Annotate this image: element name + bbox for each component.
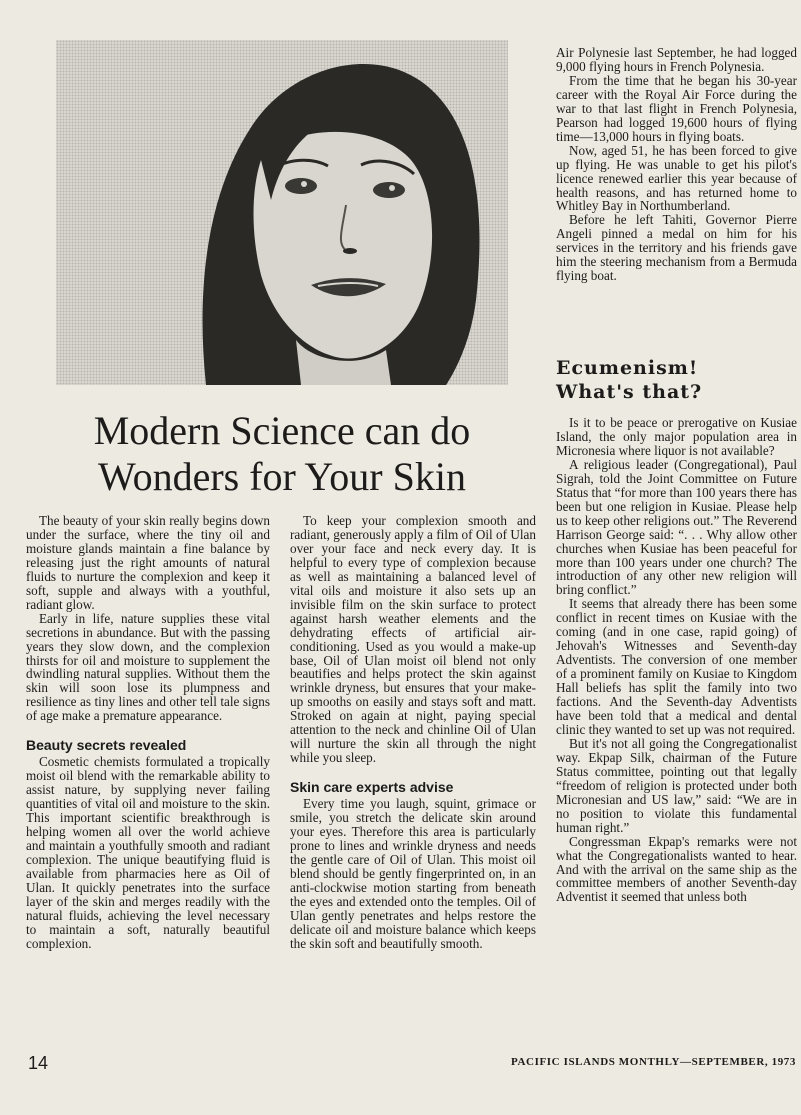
subheading-beauty-secrets: Beauty secrets revealed (26, 737, 187, 754)
paragraph: It seems that already there has been some conflict in recent times on Kusiae with the coming (and in one case, rapid going) of Jehovah's Witnesses and Seventh-day Adventists. The conversion of one member of a prominent family on Kusiae to Kingdom Hall beliefs has split the family into two factions. And the Seventh-day Adventists have been told that a medical and dental clinic they wanted to set up was not required. (556, 596, 797, 737)
paragraph: Now, aged 51, he has been forced to give up flying. He was unable to get his pilot's licence renewed earlier this year because of health reasons, and has returned home to Whitley Bay in Northumberland. (556, 142, 797, 214)
portrait-illustration (56, 40, 508, 385)
paragraph: Is it to be peace or prerogative on Kusiae Island, the only major population area in Micronesia where liquor is not available? (556, 415, 797, 458)
paragraph: But it's not all going the Congregationalist way. Ekpap Silk, chairman of the Future Status committee, pointing out that legally “freedom of religion is protected under both Micronesian and US law,” said: “We are in no position to violate this fundamental human right.” (556, 735, 797, 835)
ecumenism-story-column (556, 416, 797, 904)
pilot-story-column (556, 46, 797, 283)
paragraph: Before he left Tahiti, Governor Pierre Angeli pinned a medal on him for his services in the territory and his friends gave him the steering mechanism from a Bermuda flying boat. (556, 212, 797, 284)
paragraph: The beauty of your skin really begins down under the surface, where the tiny oil and moisture glands maintain a fine balance by releasing just the right amounts of natural fluids to nurture the complexion and keep it soft, supple and always with a youthful, radiant glow. (26, 513, 270, 612)
subheading-skin-care: Skin care experts advise (290, 779, 454, 796)
paragraph: Every time you laugh, squint, grimace or smile, you stretch the delicate skin around your eyes. Therefore this area is particularly prone to lines and wrinkle dryness and needs the gentle care of Oil of Ulan. This moist oil blend should be gently fingerprinted on, in an anti-clockwise motion starting from beneath the eyes and extended onto the temples. Oil of Ulan gently penetrates and helps restore the delicate oil and moisture balance which keeps the skin soft and beautifully smooth. (290, 796, 536, 951)
ecumenism-title-line-1: Ecumenism! (556, 357, 699, 379)
ecumenism-title-line-2: What's that? (556, 381, 703, 403)
publication-footer: PACIFIC ISLANDS MONTHLY—SEPTEMBER, 1973 (511, 1056, 796, 1068)
page-number: 14 (28, 1053, 49, 1073)
paragraph: Congressman Ekpap's remarks were not what the Congregationalists wanted to hear. And with the arrival on the same ship as the committee members of another Seventh-day Adventist it seemed that unless both (556, 833, 797, 905)
woman-portrait-photo (56, 40, 508, 385)
paragraph: A religious leader (Congregational), Paul Sigrah, told the Joint Committee on Future Status that “for more than 100 years there has been but one religion in Kusiae. Please help us to keep other religions out.” The Reverend Harrison George said: “. . . Why allow other churches when Kusiae has been peaceful for more than 100 years under one church? The introduction of any other new religion will bring conflict.” (556, 456, 797, 598)
article-column-1 (26, 514, 270, 951)
paragraph: Cosmetic chemists formulated a tropically moist oil blend with the remarkable ability to assist nature, by supplying never failing quantities of vital oil and moisture to the skin. This important scientific breakthrough is helping women all over the world achieve and maintain a youthfully smooth and radiant complexion. The unique beautifying fluid is available from pharmacies here as Oil of Ulan. It quickly penetrates into the surface layer of the skin and merges readily with the natural fluids, achieving the level necessary to maintain a soft, naturally beautiful complexion. (26, 754, 270, 951)
headline-line-2: Wonders for Your Skin (98, 454, 466, 499)
paragraph: Early in life, nature supplies these vital secretions in abundance. But with the passing years they slow down, and the complexion thirsts for oil and moisture to supplement the dwindling natural supplies. Without them the skin will soon lose its plumpness and resilience as tiny lines and other tell tale signs of age make a premature appearance. (26, 610, 270, 724)
ecumenism-headline (556, 356, 797, 404)
paragraph: To keep your complexion smooth and radiant, generously apply a film of Oil of Ulan over your face and neck every day. It is helpful to every type of complexion because as well as maintaining a balanced level of vital oils and moisture it also sets up an invisible film on the skin surface to protect against harsh weather elements and the dehydrating effects of artificial air-conditioning. Used as you would a make-up base, Oil of Ulan moist oil blend not only beautifies and helps protect the skin against wrinkle dryness, but ensures that your make-up smooths on easily and stays soft and matt. Stroked on again at night, paying special attention to the neck and chinline Oil of Ulan will nurture the skin all through the night while you sleep. (290, 513, 536, 766)
article-headline (56, 408, 508, 500)
paragraph: Air Polynesie last September, he had logged 9,000 flying hours in French Polynesia. (556, 45, 797, 74)
headline-line-1: Modern Science can do (93, 408, 471, 453)
article-column-2 (290, 514, 536, 951)
paragraph: From the time that he began his 30-year career with the Royal Air Force during the war to that last flight in French Polynesia, Pearson had logged 19,600 hours of flying time—13,000 hours in flying boats. (556, 72, 797, 144)
